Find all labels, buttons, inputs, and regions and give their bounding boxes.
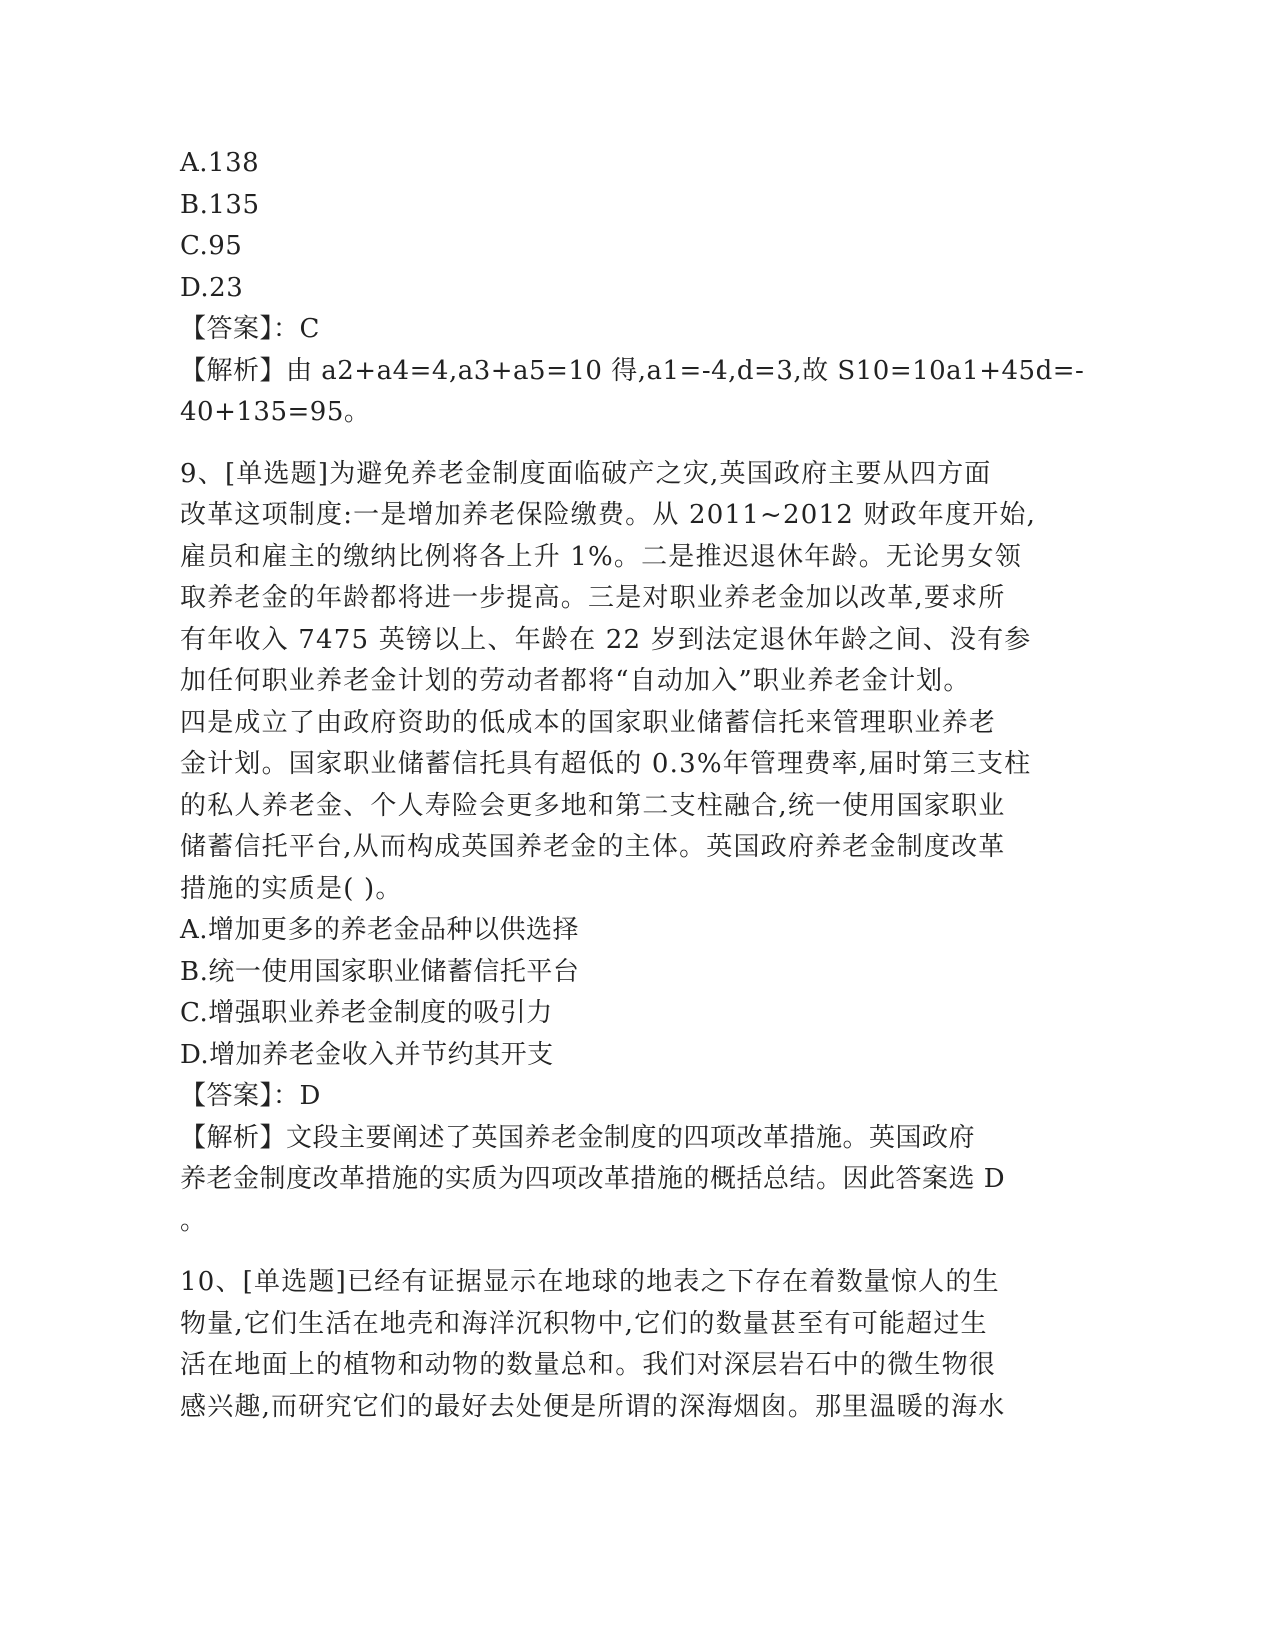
question-line: 的私人养老金、个人寿险会更多地和第二支柱融合,统一使用国家职业	[180, 790, 1006, 821]
question-line: 活在地面上的植物和动物的数量总和。我们对深层岩石中的微生物很	[180, 1350, 997, 1380]
question-line: 9、[单选题]为避免养老金制度面临破产之灾,英国政府主要从四方面	[180, 458, 992, 489]
question-10-text	[180, 1262, 1050, 1428]
option-c: C.增强职业养老金制度的吸引力	[180, 998, 553, 1028]
question-line: 改革这项制度:一是增加养老保险缴费。从 2011~2012 财政年度开始,	[180, 500, 1037, 530]
document-page	[180, 143, 1085, 1428]
question-line: 措施的实质是( )。	[180, 873, 403, 904]
answer-line: 【答案】：D	[180, 1081, 321, 1111]
question-line: 金计划。国家职业储蓄信托具有超低的 0.3%年管理费率,届时第三支柱	[180, 749, 1032, 779]
answer-line: 【答案】：C	[180, 314, 320, 344]
question-line: 加任何职业养老金计划的劳动者都将“自动加入”职业养老金计划。	[180, 666, 971, 696]
analysis-line: 。	[180, 1205, 207, 1236]
option-d: D.23	[180, 272, 244, 303]
question-line: 取养老金的年龄都将进一步提高。三是对职业养老金加以改革,要求所	[180, 583, 1006, 613]
analysis-line: 40+135=95。	[180, 397, 371, 427]
analysis-line: 【解析】文段主要阐述了英国养老金制度的四项改革措施。英国政府	[180, 1122, 976, 1153]
question-9-text	[180, 454, 1050, 911]
question-line: 四是成立了由政府资助的低成本的国家职业储蓄信托来管理职业养老	[180, 707, 997, 738]
question-line: 储蓄信托平台,从而构成英国养老金的主体。英国政府养老金制度改革	[180, 832, 1006, 862]
question-line: 物量,它们生活在地壳和海洋沉积物中,它们的数量甚至有可能超过生	[180, 1308, 988, 1339]
option-c: C.95	[180, 231, 243, 261]
question-8-block	[180, 143, 1085, 434]
question-line: 有年收入 7475 英镑以上、年龄在 22 岁到法定退休年龄之间、没有参	[180, 624, 1032, 655]
spacer	[180, 434, 1050, 454]
option-d: D.增加养老金收入并节约其开支	[180, 1039, 554, 1070]
question-line: 雇员和雇主的缴纳比例将各上升 1%。二是推迟退休年龄。无论男女领	[180, 541, 1022, 572]
analysis-line: 养老金制度改革措施的实质为四项改革措施的概括总结。因此答案选 D	[180, 1164, 1006, 1194]
option-a: A.138	[180, 148, 260, 178]
question-10-block	[180, 1262, 1050, 1428]
question-9-block	[180, 454, 1050, 1243]
option-b: B.135	[180, 189, 260, 220]
analysis-line: 【解析】由 a2+a4=4,a3+a5=10 得,a1=-4,d=3,故 S10=10a1+45d=-	[180, 355, 1085, 386]
question-line: 感兴趣,而研究它们的最好去处便是所谓的深海烟囱。那里温暖的海水	[180, 1391, 1006, 1422]
question-line: 10、[单选题]已经有证据显示在地球的地表之下存在着数量惊人的生	[180, 1267, 1000, 1297]
option-a: A.增加更多的养老金品种以供选择	[180, 915, 580, 945]
option-b: B.统一使用国家职业储蓄信托平台	[180, 956, 580, 987]
spacer	[180, 1242, 1050, 1262]
